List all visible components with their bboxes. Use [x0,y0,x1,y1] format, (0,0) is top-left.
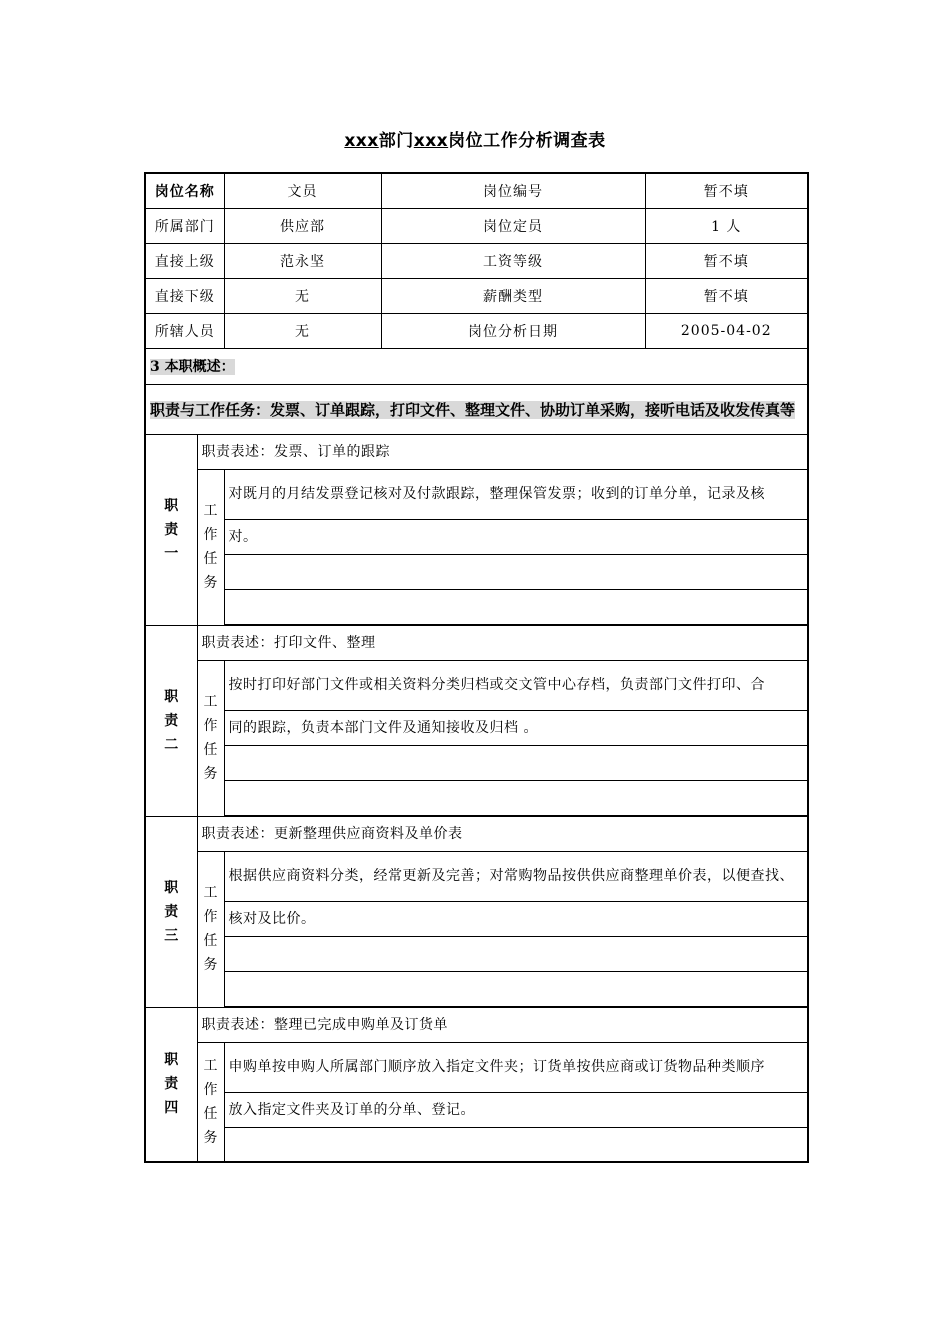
info-label-2: 岗位定员 [381,208,645,243]
duty-3-task-blank-2 [224,971,808,1006]
task-label-text: 工 作 任 务 [203,1057,218,1146]
duty-3-task-blank-1 [224,936,808,971]
task-label-text: 工 作 任 务 [203,503,218,591]
info-label-2: 工资等级 [381,243,645,278]
duty-2-task-row-1 [145,660,808,710]
duty-2-task-line-1: 按时打印好部门文件或相关资料分类归档或交文管中心存档，负责部门文件打印、合 [224,660,808,710]
title-part-2: 部门 [378,131,414,151]
info-value-2: 暂不填 [645,278,808,313]
responsibility-heading-row [145,384,808,434]
info-label-2: 薪酬类型 [381,278,645,313]
duty-3-label-text: 职 责 三 [164,879,179,944]
info-label-2: 岗位编号 [381,173,645,208]
task-label [197,660,224,816]
title-part-1: xxx [344,131,379,151]
responsibility-heading: 职责与工作任务：发票、订单跟踪，打印文件、整理文件、协助订单采购，接听电话及收发传真等 [150,401,796,419]
duty-4-task-line-2: 放入指定文件夹及订单的分单、登记。 [224,1092,808,1127]
info-label: 岗位名称 [145,173,224,208]
duty-2-desc: 职责表述：打印文件、整理 [197,625,808,660]
duty-4-task-row-1 [145,1042,808,1092]
duty-4-task-blank-1 [224,1127,808,1162]
info-row-staff [145,313,808,348]
info-row-department [145,208,808,243]
duty-2-label [145,625,197,816]
duty-1-label-text: 职 责 一 [164,497,179,562]
duty-4-desc-row [145,1007,808,1042]
duty-3-desc: 职责表述：更新整理供应商资料及单价表 [197,816,808,851]
duty-1-task-row-1 [145,469,808,519]
duty-3-task-line-2: 核对及比价。 [224,901,808,936]
task-label [197,469,224,625]
duty-2-task-blank-2 [224,780,808,815]
duty-4-task-line-1: 申购单按申购人所属部门顺序放入指定文件夹；订货单按供应商或订货物品种类顺序 [224,1042,808,1092]
duty-3-label [145,816,197,1007]
job-analysis-table [144,172,809,1163]
info-label: 所属部门 [145,208,224,243]
page-title [0,126,950,151]
info-value: 供应部 [224,208,381,243]
info-row-superior [145,243,808,278]
duty-2-task-line-2: 同的跟踪，负责本部门文件及通知接收及归档 。 [224,710,808,745]
duty-1-desc: 职责表述：发票、订单的跟踪 [197,434,808,469]
duty-4-label-text: 职 责 四 [164,1052,179,1117]
info-label: 所辖人员 [145,313,224,348]
info-row-subordinate [145,278,808,313]
duty-1-desc-row [145,434,808,469]
task-label-text: 工 作 任 务 [203,694,218,782]
info-label: 直接下级 [145,278,224,313]
info-value-2: 2005-04-02 [645,313,808,348]
info-label: 直接上级 [145,243,224,278]
duty-2-label-text: 职 责 二 [164,688,179,753]
title-part-3: xxx [413,131,449,151]
info-value: 无 [224,313,381,348]
duty-1-task-line-1: 对既月的月结发票登记核对及付款跟踪，整理保管发票；收到的订单分单，记录及核 [224,469,808,519]
task-label-text: 工 作 任 务 [203,885,218,973]
duty-3-task-line-1: 根据供应商资料分类，经常更新及完善；对常购物品按供供应商整理单价表，以便查找、 [224,851,808,901]
duty-1-task-blank-2 [224,589,808,624]
title-part-4: 岗位工作分析调查表 [448,131,606,151]
duty-3-desc-row [145,816,808,851]
info-value-2: 1 人 [645,208,808,243]
info-value-2: 暂不填 [645,243,808,278]
duty-1-task-line-2: 对。 [224,519,808,554]
duty-4-desc: 职责表述：整理已完成申购单及订货单 [197,1007,808,1042]
duty-2-task-blank-1 [224,745,808,780]
info-row-position-name [145,173,808,208]
duty-2-desc-row [145,625,808,660]
duty-1-task-blank-1 [224,554,808,589]
info-value: 范永坚 [224,243,381,278]
duty-1-label [145,434,197,625]
summary-label: 3 本职概述： [150,359,235,375]
summary-row [145,348,808,384]
task-label [197,851,224,1007]
info-value: 文员 [224,173,381,208]
info-value-2: 暂不填 [645,173,808,208]
duty-3-task-row-1 [145,851,808,901]
info-label-2: 岗位分析日期 [381,313,645,348]
info-value: 无 [224,278,381,313]
task-label [197,1042,224,1162]
duty-4-label [145,1007,197,1162]
